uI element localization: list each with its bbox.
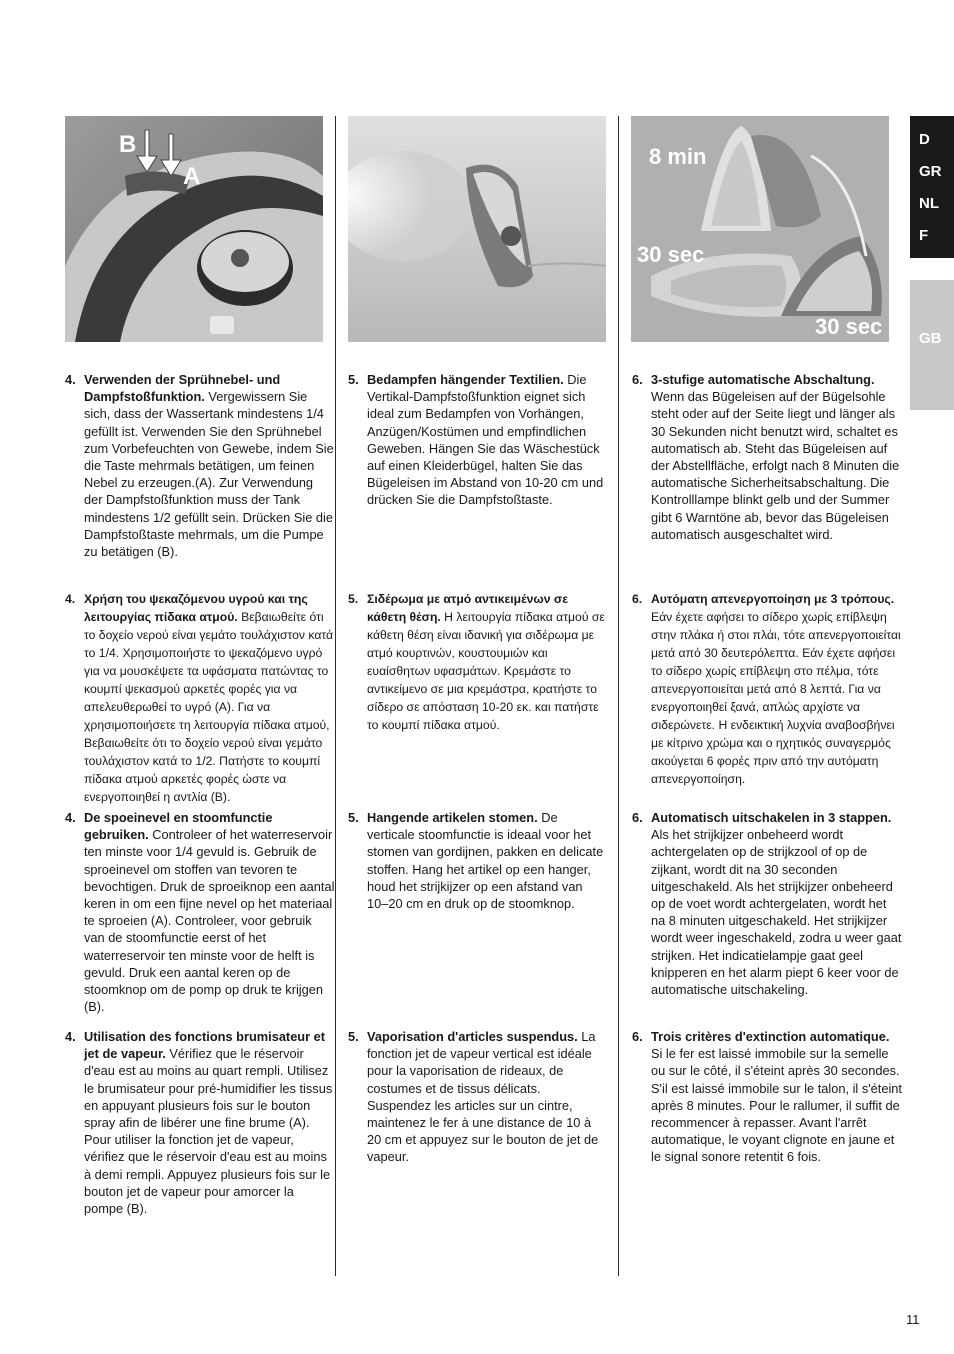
step-body: Η λειτουργία πίδακα ατμού σε κάθετη θέση είναι ιδανική για σιδέρωμα με ατμό κουρτινών, κουστουμιών και ευαίσθητων υφασμάτων. Κρεμάστε το αντικείμενο σε μια κρεμάστρα, κρατήστε το σίδερο σε απόσταση 10-20 εκ. και πατήστε το κουμπί πίδακα ατμού. — [367, 610, 605, 732]
step-body: Vergewissern Sie sich, dass der Wassertank mindestens 1/4 gefüllt ist. Verwenden Sie den Sprühnebel zum Vorbefeuchten von Gewebe, indem Sie die Taste mehrmals betätigen, um feinen Nebel zu erzeugen.(A). Zur Verwendung der Dampfstoßfunktion muss der Tank mindestens 1/2 gefüllt sein. Drücken Sie die Dampfstoßtaste mehrmals, um die Pumpe zu betätigen (B). — [84, 389, 334, 560]
step-title: Verwenden der Sprühnebel- und Dampfstoßfunktion. — [84, 372, 281, 405]
gr-step-5 — [348, 590, 606, 734]
lang-tab-nl: NL — [919, 195, 939, 212]
step-body: Wenn das Bügeleisen auf der Bügelsohle steht oder auf der Seite liegt und länger als 30 Sekunden nicht benutzt wird, schaltet es automatisch ab. Steht das Bügeleisen auf der Abstellfläche, erfolgt nach 8 Minuten die automatische Sicherheitsabschaltung. Die Kontrolllampe blinkt gelb und der Summer gibt 6 Warntöne ab, bevor das Bügeleisen automatisch ausgeschaltet wird. — [651, 389, 900, 542]
label-b: B — [119, 131, 137, 158]
step-body: Βεβαιωθείτε ότι το δοχείο νερού είναι γεμάτο τουλάχιστον κατά το 1/4. Χρησιμοποιήστε το ψεκαζόμενο υγρό για να μουσκέψετε τα υφάσματα πατώντας το κουμπί ψεκασμού αρκετές φορές για να απελευθερωθεί το υγρό (A). Για να χρησιμοποιήσετε τη λειτουργία πίδακα ατμού, Βεβαιωθείτε ότι το δοχείο νερού είναι γεμάτο τουλάχιστον κατά το 1/2. Πατήστε το κουμπί πίδακα ατμού αρκετές φορές ώστε να ενεργοποιηθεί η αντλία (B). — [84, 610, 334, 804]
step-number: 6. — [632, 592, 643, 606]
step-body: De verticale stoomfunctie is ideaal voor het stomen van gordijnen, pakken en delicate stoffen. Hang het artikel op een hanger, houd het strijkijzer op een afstand van 10–20 cm en druk op de stoomknop. — [367, 810, 604, 912]
step-number: 6. — [632, 372, 643, 387]
lang-tab-gb: GB — [919, 330, 942, 347]
fr-step-4 — [65, 1028, 335, 1217]
fr-step-5 — [348, 1028, 606, 1166]
column-divider-2 — [618, 116, 619, 1276]
step-body: Controleer of het waterreservoir ten minste voor 1/4 gevuld is. Gebruik de sproeinevel om stoffen van tevoren te bevochtigen. Druk de sproeiknop een aantal keren in om een fijne nevel op het materiaal te sproeien (A). Controleer, voor gebruik van de stoomfunctie eerst of het waterreservoir ten minste voor de helft is gevuld. Druk een aantal keren op de stoomknop om de pomp op druk te krijgen (B). — [84, 827, 335, 1015]
step-number: 4. — [65, 1029, 76, 1044]
column-divider-1 — [335, 116, 336, 1276]
step-title: Αυτόματη απενεργοποίηση με 3 τρόπους. — [651, 592, 895, 606]
step-body: Εάν έχετε αφήσει το σίδερο χωρίς επίβλεψη στην πλάκα ή στοι πλάι, τότε απενεργοποιείται μετά από 30 δευτερόλεπτα. Εάν έχετε αφήσει το σίδερο χωρίς επίβλεψη στο πέλμα, τότε απενεργοποιείται μετά από 8 λεπτά. Για να ενεργοποιηθεί ξανά, απλώς αρχίστε να σιδερώνετε. Η ενδεικτική λυχνία αναβοσβήνει με κίτρινο χρώμα και ο ηχητικός συναγερμός ακούγεται 6 φορές πριν από την αυτόματη απενεργοποίηση. — [651, 610, 901, 786]
language-tabs-inactive — [910, 280, 954, 410]
step-number: 4. — [65, 372, 76, 387]
step-title: Automatisch uitschakelen in 3 stappen. — [651, 810, 892, 825]
page-number: 11 — [906, 1312, 920, 1327]
step-number: 5. — [348, 1029, 359, 1044]
auto-shutoff-photo — [631, 116, 889, 342]
nl-step-5 — [348, 809, 606, 912]
step-number: 5. — [348, 592, 359, 606]
step-title: Hangende artikelen stomen. — [367, 810, 538, 825]
gr-step-6 — [632, 590, 902, 788]
step-title: 3-stufige automatische Abschaltung. — [651, 372, 875, 387]
step-number: 4. — [65, 810, 76, 825]
de-step-6 — [632, 371, 902, 543]
spray-steam-buttons-photo — [65, 116, 323, 342]
step-title: Vaporisation d'articles suspendus. — [367, 1029, 578, 1044]
nl-step-4 — [65, 809, 335, 1015]
label-30sec-side: 30 sec — [637, 242, 705, 267]
step-body: La fonction jet de vapeur vertical est idéale pour la vaporisation de rideaux, de costumes et de tissus délicats. Suspendez les articles sur un cintre, maintenez le fer à une distance de 10 à 20 cm et appuyez sur le bouton de jet de vapeur. — [367, 1029, 599, 1165]
step-body: Si le fer est laissé immobile sur la semelle ou sur le côté, il s'éteint après 30 secondes. S'il est laissé immobile sur le talon, il s'éteint après 8 minutes. Pour le rallumer, il suffit de recommencer à repasser. Avant l'arrêt automatique, le voyant clignote en jaune et le signal sonore retentit 6 fois. — [651, 1046, 902, 1165]
language-tabs-active — [910, 116, 954, 258]
step-title: Σιδέρωμα με ατμό αντικειμένων σε κάθετη θέση. — [367, 592, 568, 624]
fr-step-6 — [632, 1028, 902, 1166]
step-title: Trois critères d'extinction automatique. — [651, 1029, 890, 1044]
label-8min: 8 min — [649, 144, 707, 169]
step-body: Vérifiez que le réservoir d'eau est au moins au quart rempli. Utilisez le brumisateur pour pré-humidifier les tissus en appuyant plusieurs fois sur le bouton spray afin de libérer une fine brume (A). Pour utiliser la fonction jet de vapeur, vérifiez que le réservoir d'eau est au moins à demi rempli. Appuyez plusieurs fois sur le bouton jet de vapeur pour amorcer la pompe (B). — [84, 1046, 333, 1217]
vertical-steam-photo — [348, 116, 606, 342]
lang-tab-d: D — [919, 131, 930, 148]
step-number: 5. — [348, 810, 359, 825]
step-number: 6. — [632, 810, 643, 825]
step-title: De spoeinevel en stoomfunctie gebruiken. — [84, 810, 273, 843]
lang-tab-gr: GR — [919, 163, 942, 180]
de-step-4 — [65, 371, 335, 560]
step-body: Als het strijkijzer onbeheerd wordt achtergelaten op de strijkzool of op de zijkant, wordt dit na 30 seconden uitgeschakeld. Als het strijkijzer onbeheerd op de voet wordt achtergelaten, wordt het na 8 minuten uitgeschakeld. Het strijkijzer wordt weer ingeschakeld, zodra u weer gaat strijken. Het indicatielampje gaat geel knipperen en het alarm piept 6 keer voor de automatische uitschakeling. — [651, 827, 902, 998]
gr-step-4 — [65, 590, 335, 806]
step-number: 5. — [348, 372, 359, 387]
step-title: Bedampfen hängender Textilien. — [367, 372, 564, 387]
label-a: A — [183, 163, 201, 190]
label-30sec-soleplate: 30 sec — [815, 314, 883, 339]
nl-step-6 — [632, 809, 902, 998]
lang-tab-f: F — [919, 227, 929, 244]
step-title: Χρήση του ψεκαζόμενου υγρού και της λειτουργίας πίδακα ατμού. — [84, 592, 308, 624]
de-step-5 — [348, 371, 606, 509]
step-number: 4. — [65, 592, 76, 606]
step-number: 6. — [632, 1029, 643, 1044]
step-body: Die Vertikal-Dampfstoßfunktion eignet sich ideal zum Bedampfen von Vorhängen, Anzügen/Kostümen und empfindlichen Geweben. Hängen Sie das Wäschestück auf einen Kleiderbügel, halten Sie das Bügeleisen im Abstand von 10-20 cm und drücken Sie die Dampfstoßtaste. — [367, 372, 604, 508]
step-title: Utilisation des fonctions brumisateur et jet de vapeur. — [84, 1029, 326, 1062]
